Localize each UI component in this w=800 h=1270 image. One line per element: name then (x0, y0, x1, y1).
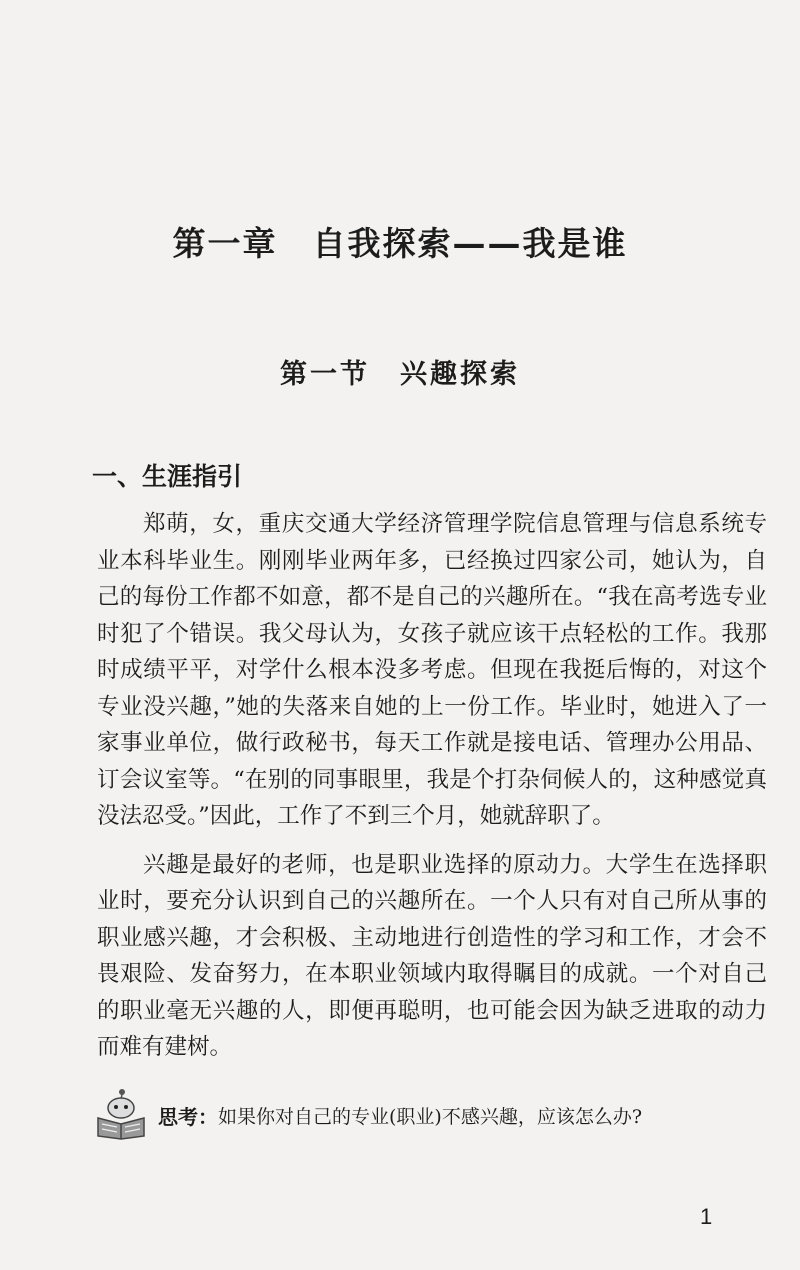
subsection-heading: 一、生涯指引 (92, 462, 243, 491)
section-title: 第一节 兴趣探索 (280, 359, 520, 390)
reading-mascot-icon (92, 1088, 150, 1144)
think-question: 如果你对自己的专业(职业)不感兴趣，应该怎么办? (218, 1106, 643, 1128)
chapter-title: 第一章 自我探索——我是谁 (172, 224, 628, 263)
paragraph-interest-importance: 兴趣是最好的老师，也是职业选择的原动力。大学生在选择职业时，要充分认识到自己的兴趣所在。一个人只有对自己所从事的职业感兴趣，才会积极、主动地进行创造性的学习和工作，才会不畏艰险、发奋努力，在本职业领域内取得瞩目的成就。一个对自己的职业毫无兴趣的人，即便再聪明，也可能会因为缺乏进取的动力而难有建树。 (97, 851, 767, 1060)
page-number: 1 (700, 1203, 713, 1229)
paragraph-case-story: 郑萌，女，重庆交通大学经济管理学院信息管理与信息系统专业本科毕业生。刚刚毕业两年多，已经换过四家公司，她认为，自己的每份工作都不如意，都不是自己的兴趣所在。“我在高考选专业时犯了个错误。我父母认为，女孩子就应该干点轻松的工作。我那时成绩平平，对学什么根本没多考虑。但现在我挺后悔的，对这个专业没兴趣，”她的失落来自她的上一份工作。毕业时，她进入了一家事业单位，做行政秘书，每天工作就是接电话、管理办公用品、订会议室等。“在别的同事眼里，我是个打杂伺候人的，这种感觉真没法忍受。”因此，工作了不到三个月，她就辞职了。 (97, 511, 767, 829)
think-label: 思考： (158, 1105, 218, 1129)
think-prompt (92, 1088, 770, 1144)
